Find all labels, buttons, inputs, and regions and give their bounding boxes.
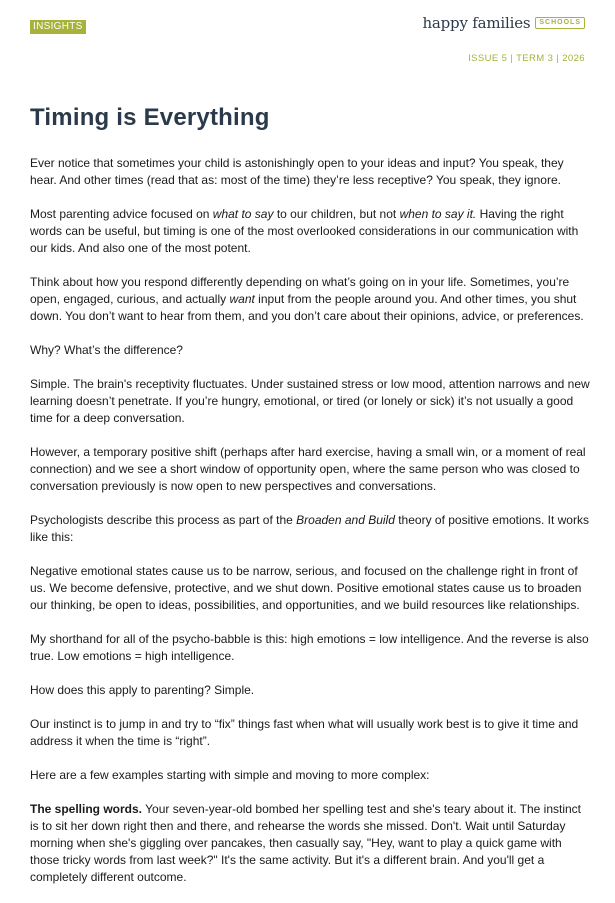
paragraph-text: input from the people around you. And other times, you shut down. You don’t want to hear from them, and you don’t care about their opinions, advice, or preferences.	[30, 292, 584, 323]
brand-badge: SCHOOLS	[535, 17, 585, 29]
paragraph-text: Negative emotional states cause us to be narrow, serious, and focused on the challenge right in front of us. We become defensive, protective, and we shut down. Positive emotional states cause us to broaden our thinking, be open to ideas, possibilities, and opportunities, and we build resources like relationships.	[30, 564, 582, 612]
article-body	[30, 155, 590, 903]
paragraph	[30, 563, 590, 614]
paragraph-text: Your seven-year-old bombed her spelling test and she's teary about it. The instinct is to sit her down right then and there, and rehearse the words she missed. Don't. Wait until Saturday morning when she's giggling over pancakes, then casually say, "Hey, want to play a quick game with those tricky words from last week?" It's the same activity. But it's a different brain. And you'll get a completely different outcome.	[30, 802, 582, 884]
paragraph-text: Most parenting advice focused on	[30, 207, 213, 221]
paragraph	[30, 512, 590, 546]
paragraph-text: Having the right words can be useful, but timing is one of the most overlooked considerations in our communication with our kids. And also one of the most potent.	[30, 207, 579, 255]
paragraph-text: My shorthand for all of the psycho-babble is this: high emotions = low intelligence. And the reverse is also true. Low emotions = high intelligence.	[30, 632, 589, 663]
paragraph	[30, 444, 590, 495]
paragraph-text: Why? What’s the difference?	[30, 343, 183, 357]
paragraph	[30, 155, 590, 189]
brand-logo	[422, 14, 585, 32]
brand-name: happy families	[422, 14, 531, 32]
article-title: Timing is Everything	[30, 104, 270, 131]
paragraph-text: However, a temporary positive shift (perhaps after hard exercise, having a small win, or a moment of real connection) and we see a short window of opportunity open, where the same person who was closed to conversation previously is now open to new perspectives and conversations.	[30, 445, 586, 493]
paragraph	[30, 274, 590, 325]
paragraph	[30, 206, 590, 257]
example-heading: The spelling words.	[30, 802, 143, 816]
paragraph-text: to our children, but not	[273, 207, 400, 221]
issue-info: ISSUE 5 | TERM 3 | 2026	[468, 53, 585, 64]
paragraph	[30, 682, 590, 699]
paragraph	[30, 376, 590, 427]
paragraph-text: Ever notice that sometimes your child is astonishingly open to your ideas and input? You speak, they hear. And other times (read that as: most of the time) they’re less receptive? You speak, they ignore.	[30, 156, 564, 187]
paragraph-text: Think about how you respond differently depending on what’s going on in your life. Sometimes, you’re open, engaged, curious, and actually	[30, 275, 570, 306]
category-tag: INSIGHTS	[30, 20, 86, 34]
emphasis-text: when to say it.	[399, 207, 477, 221]
paragraph-text: Simple. The brain's receptivity fluctuates. Under sustained stress or low mood, attention narrows and new learning doesn’t penetrate. If you’re hungry, emotional, or tired (or lonely or sick) it’s not usually a good time for a deep conversation.	[30, 377, 590, 425]
paragraph	[30, 801, 590, 886]
paragraph	[30, 767, 590, 784]
emphasis-text: what to say	[212, 207, 274, 221]
paragraph-text: Psychologists describe this process as part of the	[30, 513, 297, 527]
paragraph-text: theory of positive emotions. It works like this:	[30, 513, 589, 544]
paragraph	[30, 342, 590, 359]
emphasis-text: Broaden and Build	[296, 513, 395, 527]
paragraph-text: Here are a few examples starting with simple and moving to more complex:	[30, 768, 430, 782]
paragraph-text: Our instinct is to jump in and try to “fix” things fast when what will usually work best is to give it time and address it when the time is “right”.	[30, 717, 579, 748]
paragraph-text: How does this apply to parenting? Simple.	[30, 683, 255, 697]
paragraph	[30, 631, 590, 665]
paragraph	[30, 716, 590, 750]
emphasis-text: want	[229, 292, 255, 306]
